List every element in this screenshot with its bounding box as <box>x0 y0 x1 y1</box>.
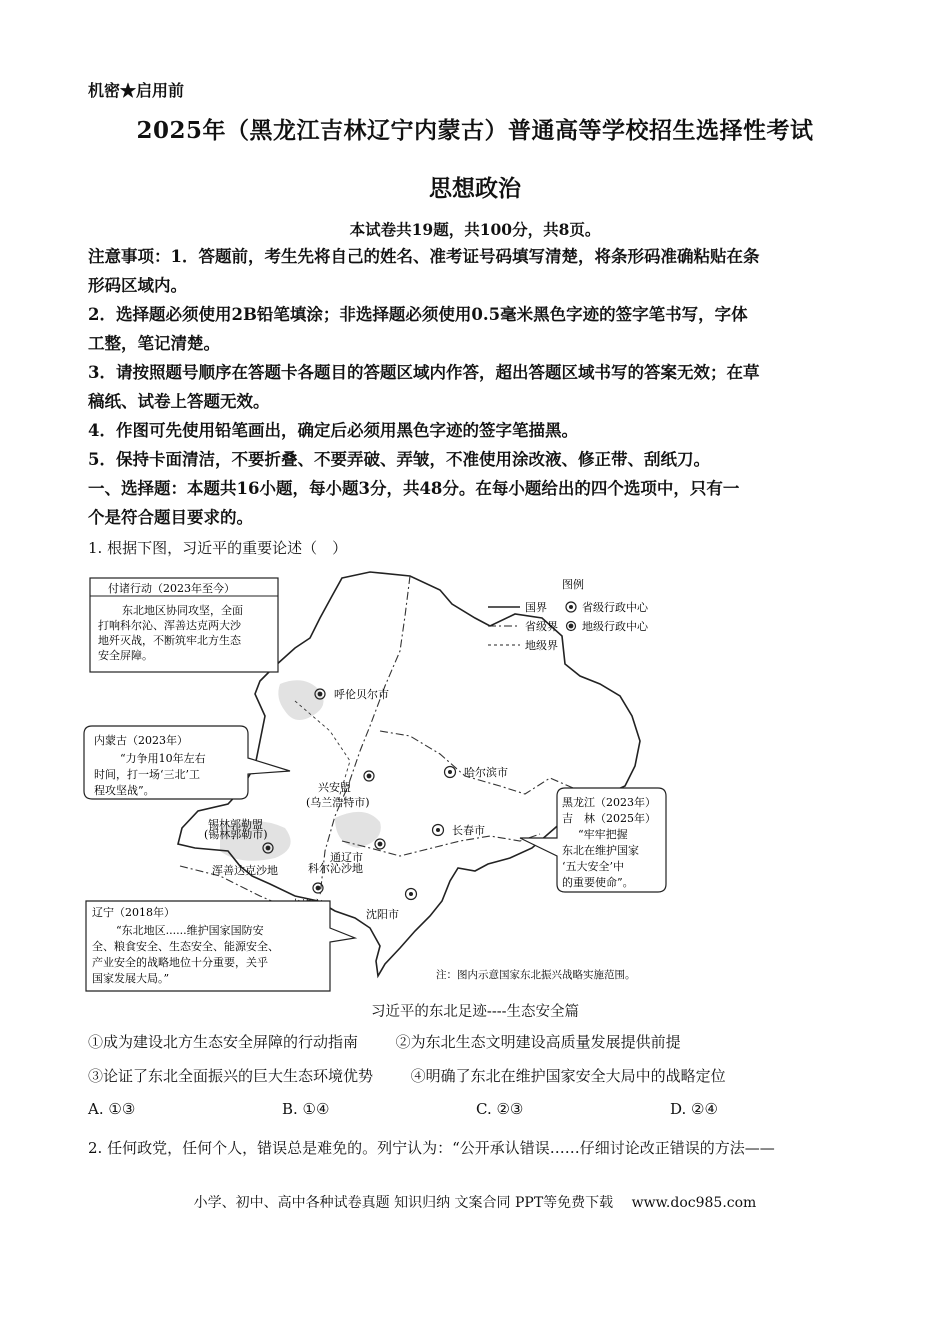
section-heading-line-2: 个是符合题目要求的。 <box>88 508 253 527</box>
northeast-map <box>80 566 690 998</box>
box-nmg-line: 时间，打一场‘三北’工 <box>94 768 200 781</box>
box-hlj-line: ‘五大安全’中 <box>562 860 624 873</box>
city-harbin: 哈尔滨市 <box>464 766 508 779</box>
confidential-label: 机密★启用前 <box>88 81 185 100</box>
box-hlj-line: “牢牢把握 <box>578 828 628 841</box>
statement-4: ④明确了东北在维护国家安全大局中的战略定位 <box>410 1067 726 1085</box>
statements-row-2 <box>88 1064 868 1088</box>
box-action-line: 打响科尔沁、浑善达克两大沙 <box>98 619 241 632</box>
question-1-stem: 1. 根据下图，习近平的重要论述（ ） <box>88 539 348 557</box>
city-xinganmeng: 兴安盟 <box>318 781 351 794</box>
option-b[interactable]: B. ①④ <box>282 1100 330 1118</box>
box-liaoning <box>86 901 355 991</box>
box-action-line: 安全屏障。 <box>98 649 153 662</box>
box-nmg-line: “力争用10年左右 <box>120 752 206 765</box>
box-hlj-line: 黑龙江（2023年） <box>562 796 656 809</box>
box-inner-mongolia <box>84 726 290 799</box>
area-hunshandake: 浑善达克沙地 <box>212 864 278 877</box>
box-action-line: 地歼灭战，不断筑牢北方生态 <box>98 634 241 647</box>
box-action-title: 付诸行动（2023年至今） <box>108 582 235 595</box>
box-hlj-line: 东北在维护国家 <box>562 844 639 857</box>
statements-row-1 <box>88 1030 868 1054</box>
statement-1: ①成为建设北方生态安全屏障的行动指南 <box>88 1033 359 1051</box>
legend-provincial: 省级界 <box>525 620 558 633</box>
provincial-border <box>320 576 410 896</box>
box-ln-line: 国家发展大局。” <box>92 972 170 985</box>
statement-3: ③论证了东北全面振兴的巨大生态环境优势 <box>88 1067 374 1085</box>
city-hulunbuir: 呼伦贝尔市 <box>334 688 389 701</box>
statement-2: ②为东北生态文明建设高质量发展提供前提 <box>395 1033 681 1051</box>
box-nmg-title: 内蒙古（2023年） <box>94 734 188 747</box>
note-5: 5．保持卡面清洁，不要折叠、不要弄破、弄皱，不准使用涂改液、修正带、刮纸刀。 <box>88 450 710 469</box>
option-a[interactable]: A. ①③ <box>88 1100 136 1118</box>
notes-block <box>88 242 868 532</box>
provincial-border <box>380 731 610 796</box>
legend-national: 国界 <box>525 601 547 614</box>
city-ulanhot: (乌兰浩特市) <box>306 796 370 809</box>
legend-provincial-capital: 省级行政中心 <box>582 601 648 614</box>
city-changchun: 长春市 <box>452 824 485 837</box>
option-c[interactable]: C. ②③ <box>476 1100 524 1118</box>
box-action-line: 东北地区协同攻坚，全面 <box>122 604 243 617</box>
box-nmg-line: 程攻坚战”。 <box>94 784 155 797</box>
note-3-line-1: 3．请按照题号顺序在答题卡各题目的答题区域内作答，超出答题区域书写的答案无效；在草 <box>88 363 760 382</box>
map-note: 注：图内示意国家东北振兴战略实施范围。 <box>436 969 636 981</box>
note-2-line-1: 2．选择题必须使用2B铅笔填涂；非选择题必须使用0.5毫米黑色字迹的签字笔书写，字体 <box>88 305 748 324</box>
legend-prefecture-capital: 地级行政中心 <box>582 620 648 633</box>
box-action <box>90 578 278 672</box>
note-1-line-1: 注意事项：1．答题前，考生先将自己的姓名、准考证号码填写清楚，将条形码准确粘贴在条 <box>88 247 760 266</box>
section-heading-line-1: 一、选择题：本题共16小题，每小题3分，共48分。在每小题给出的四个选项中，只有一 <box>88 479 740 498</box>
box-heilongjiang-jilin <box>520 788 666 892</box>
note-2-line-2: 工整，笔记清楚。 <box>88 334 220 353</box>
box-hlj-line: 的重要使命”。 <box>562 876 634 889</box>
box-hlj-line: 吉 林（2025年） <box>562 812 656 825</box>
box-ln-line: 全、粮食安全、生态安全、能源安全、 <box>92 940 279 953</box>
question-2-stem: 2. 任何政党，任何个人，错误总是难免的。列宁认为：“公开承认错误……仔细讨论改正错误的方法—— <box>88 1139 775 1157</box>
box-ln-line: 产业安全的战略地位十分重要，关乎 <box>92 956 268 969</box>
city-xilin-1: 锡林郭勒盟 <box>208 818 263 831</box>
exam-title: 2025年（黑龙江吉林辽宁内蒙古）普通高等学校招生选择性考试 <box>136 117 814 144</box>
sand-patch <box>335 812 381 848</box>
note-1-line-2: 形码区域内。 <box>88 276 187 295</box>
city-shenyang: 沈阳市 <box>366 908 399 921</box>
area-horqin: 科尔沁沙地 <box>308 862 363 875</box>
box-ln-title: 辽宁（2018年） <box>92 906 175 919</box>
note-3-line-2: 稿纸、试卷上答题无效。 <box>88 392 270 411</box>
option-d[interactable]: D. ②④ <box>670 1100 718 1118</box>
city-xilin-2: (锡林郭勒市) <box>204 828 268 841</box>
city-tongliao: 通辽市 <box>330 851 363 864</box>
note-4: 4．作图可先使用铅笔画出，确定后必须用黑色字迹的签字笔描黑。 <box>88 421 578 440</box>
legend-title: 图例 <box>562 578 584 591</box>
legend-prefecture: 地级界 <box>525 639 558 652</box>
page-footer: 小学、初中、高中各种试卷真题 知识归纳 文案合同 PPT等免费下载 www.doc985.com <box>193 1195 757 1211</box>
map-caption: 习近平的东北足迹----生态安全篇 <box>370 1004 580 1020</box>
subject-title: 思想政治 <box>429 175 521 202</box>
exam-summary: 本试卷共19题，共100分，共8页。 <box>349 220 601 239</box>
box-ln-line: “东北地区......维护国家国防安 <box>116 924 264 937</box>
sand-patch <box>278 680 323 720</box>
